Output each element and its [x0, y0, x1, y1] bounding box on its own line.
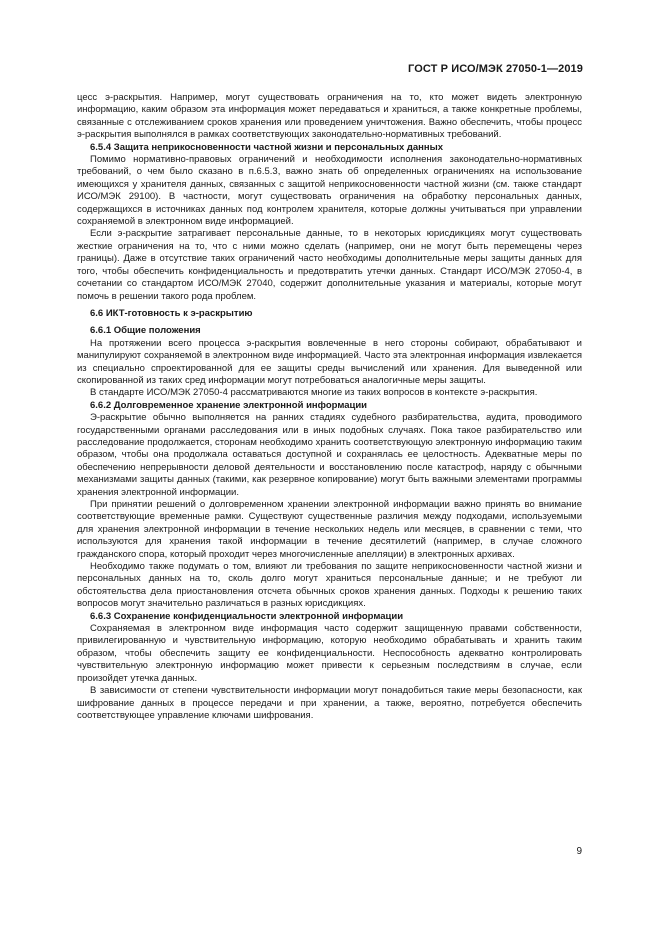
- paragraph: В зависимости от степени чувствительности информации могут понадобиться такие меры безопасности, как шифрование данных в процессе передачи и при хранении, а также, вероятно, потребуется обеспечить соответствующее управление ключами шифрования.: [77, 685, 582, 721]
- section-heading-6-6-3: 6.6.3 Сохранение конфиденциальности электронной информации: [90, 610, 404, 622]
- paragraph-continuation: цесс э-раскрытия. Например, могут существовать ограничения на то, кто может видеть электронную информацию, каким образом эта информация может передаваться и храниться, а также конкретные проблемы, связанные с отслеживанием сроков хранения или проведением уничтожения. Важно обеспечить, чтобы процесс э-раскрытия выполнялся в рамках соответствующих законодательно-нормативных требований.: [77, 92, 582, 141]
- paragraph: Помимо нормативно-правовых ограничений и необходимости исполнения законодательно-нормативных требований, о чем было сказано в п.6.5.3, важно знать об определенных ограничениях на использование имеющихся у хранителя данных, связанных с защитой неприкосновенности частной жизни (см. также стандарт ИСО/МЭК 29100). В частности, могут существовать ограничения на обработку персональных данных, содержащихся в источниках данных под контролем хранителя, которые должны учитываться при управлении сохраняемой в электронном виде информацией.: [77, 154, 582, 228]
- paragraph: При принятии решений о долговременном хранении электронной информации важно принять во внимание соответствующие временные рамки. Существуют существенные различия между подходами, используемыми для хранения электронной информации в течение нескольких недель или месяцев, в сравнении с теми, что используются для хранения такой информации в течение десятилетий (например, в случае сложного гражданского спора, который проходит через многочисленные апелляции) в электронных архивах.: [77, 499, 582, 560]
- paragraph: Э-раскрытие обычно выполняется на ранних стадиях судебного разбирательства, аудита, проводимого государственными органами расследования или в иных подобных случаях. Пока такое разбирательство или расследование продолжается, сторонам необходимо хранить соответствующую электронную информацию таким образом, чтобы она продолжала оставаться доступной и сохранялась ее целостность. Адекватные меры по обеспечению непрерывности деловой деятельности и восстановлению после катастроф, наряду с обычными механизмами защиты данных (такими, как резервное копирование) могут быть важными элементами программы хранения электронной информации.: [77, 412, 582, 498]
- paragraph: В стандарте ИСО/МЭК 27050-4 рассматриваются многие из таких вопросов в контексте э-раскрытия.: [90, 387, 538, 399]
- document-body: [77, 92, 582, 722]
- paragraph: На протяжении всего процесса э-раскрытия вовлеченные в него стороны собирают, обрабатывают и манипулируют сохраняемой в электронном виде информацией. Часто эта электронная информация извлекается из специально спроектированной для ее защиты среды вычислений или хранения. Для выведенной или скопированной из таких сред информации могут потребоваться аналогичные меры защиты.: [77, 337, 582, 386]
- paragraph: Необходимо также подумать о том, влияют ли требования по защите неприкосновенности частной жизни и персональных данных на то, сколь долго могут храниться персональные данные; и не требуют ли обстоятельства дела приостановления отсчета обычных сроков хранения данных. Подходы к решению таких вопросов могут значительно различаться в разных юрисдикциях.: [77, 561, 582, 610]
- section-heading-6-6-2: 6.6.2 Долговременное хранение электронной информации: [90, 399, 368, 411]
- page-number: 9: [576, 846, 582, 857]
- section-heading-6-5-4: 6.5.4 Защита неприкосновенности частной жизни и персональных данных: [90, 141, 444, 153]
- paragraph: Сохраняемая в электронном виде информация часто содержит защищенную правами собственности, привилегированную и чувствительную информацию, которую необходимо обрабатывать и хранить таким образом, чтобы обеспечить защиту ее конфиденциальности. Неспособность адекватно контролировать чувствительную электронную информацию может привести к серьезным последствиям в случае, если произойдет утечка данных.: [77, 623, 582, 684]
- section-heading-6-6: 6.6 ИКТ-готовность к э-раскрытию: [90, 307, 253, 319]
- section-heading-6-6-1: 6.6.1 Общие положения: [90, 325, 201, 337]
- standard-designation: ГОСТ Р ИСО/МЭК 27050-1—2019: [408, 63, 583, 75]
- paragraph: Если э-раскрытие затрагивает персональные данные, то в некоторых юрисдикциях могут существовать жесткие ограничения на то, что с ними можно сделать (например, они не могут быть перемещены через границы). Даже в отсутствие таких ограничений часто необходимы дополнительные меры защиты данных для того, чтобы обеспечить конфиденциальность и предотвратить утечки данных. Стандарт ИСО/МЭК 27050-4, в сочетании со стандартом ИСО/МЭК 27040, содержит дополнительные указания и материалы, которые могут помочь в решении такого рода проблем.: [77, 228, 582, 302]
